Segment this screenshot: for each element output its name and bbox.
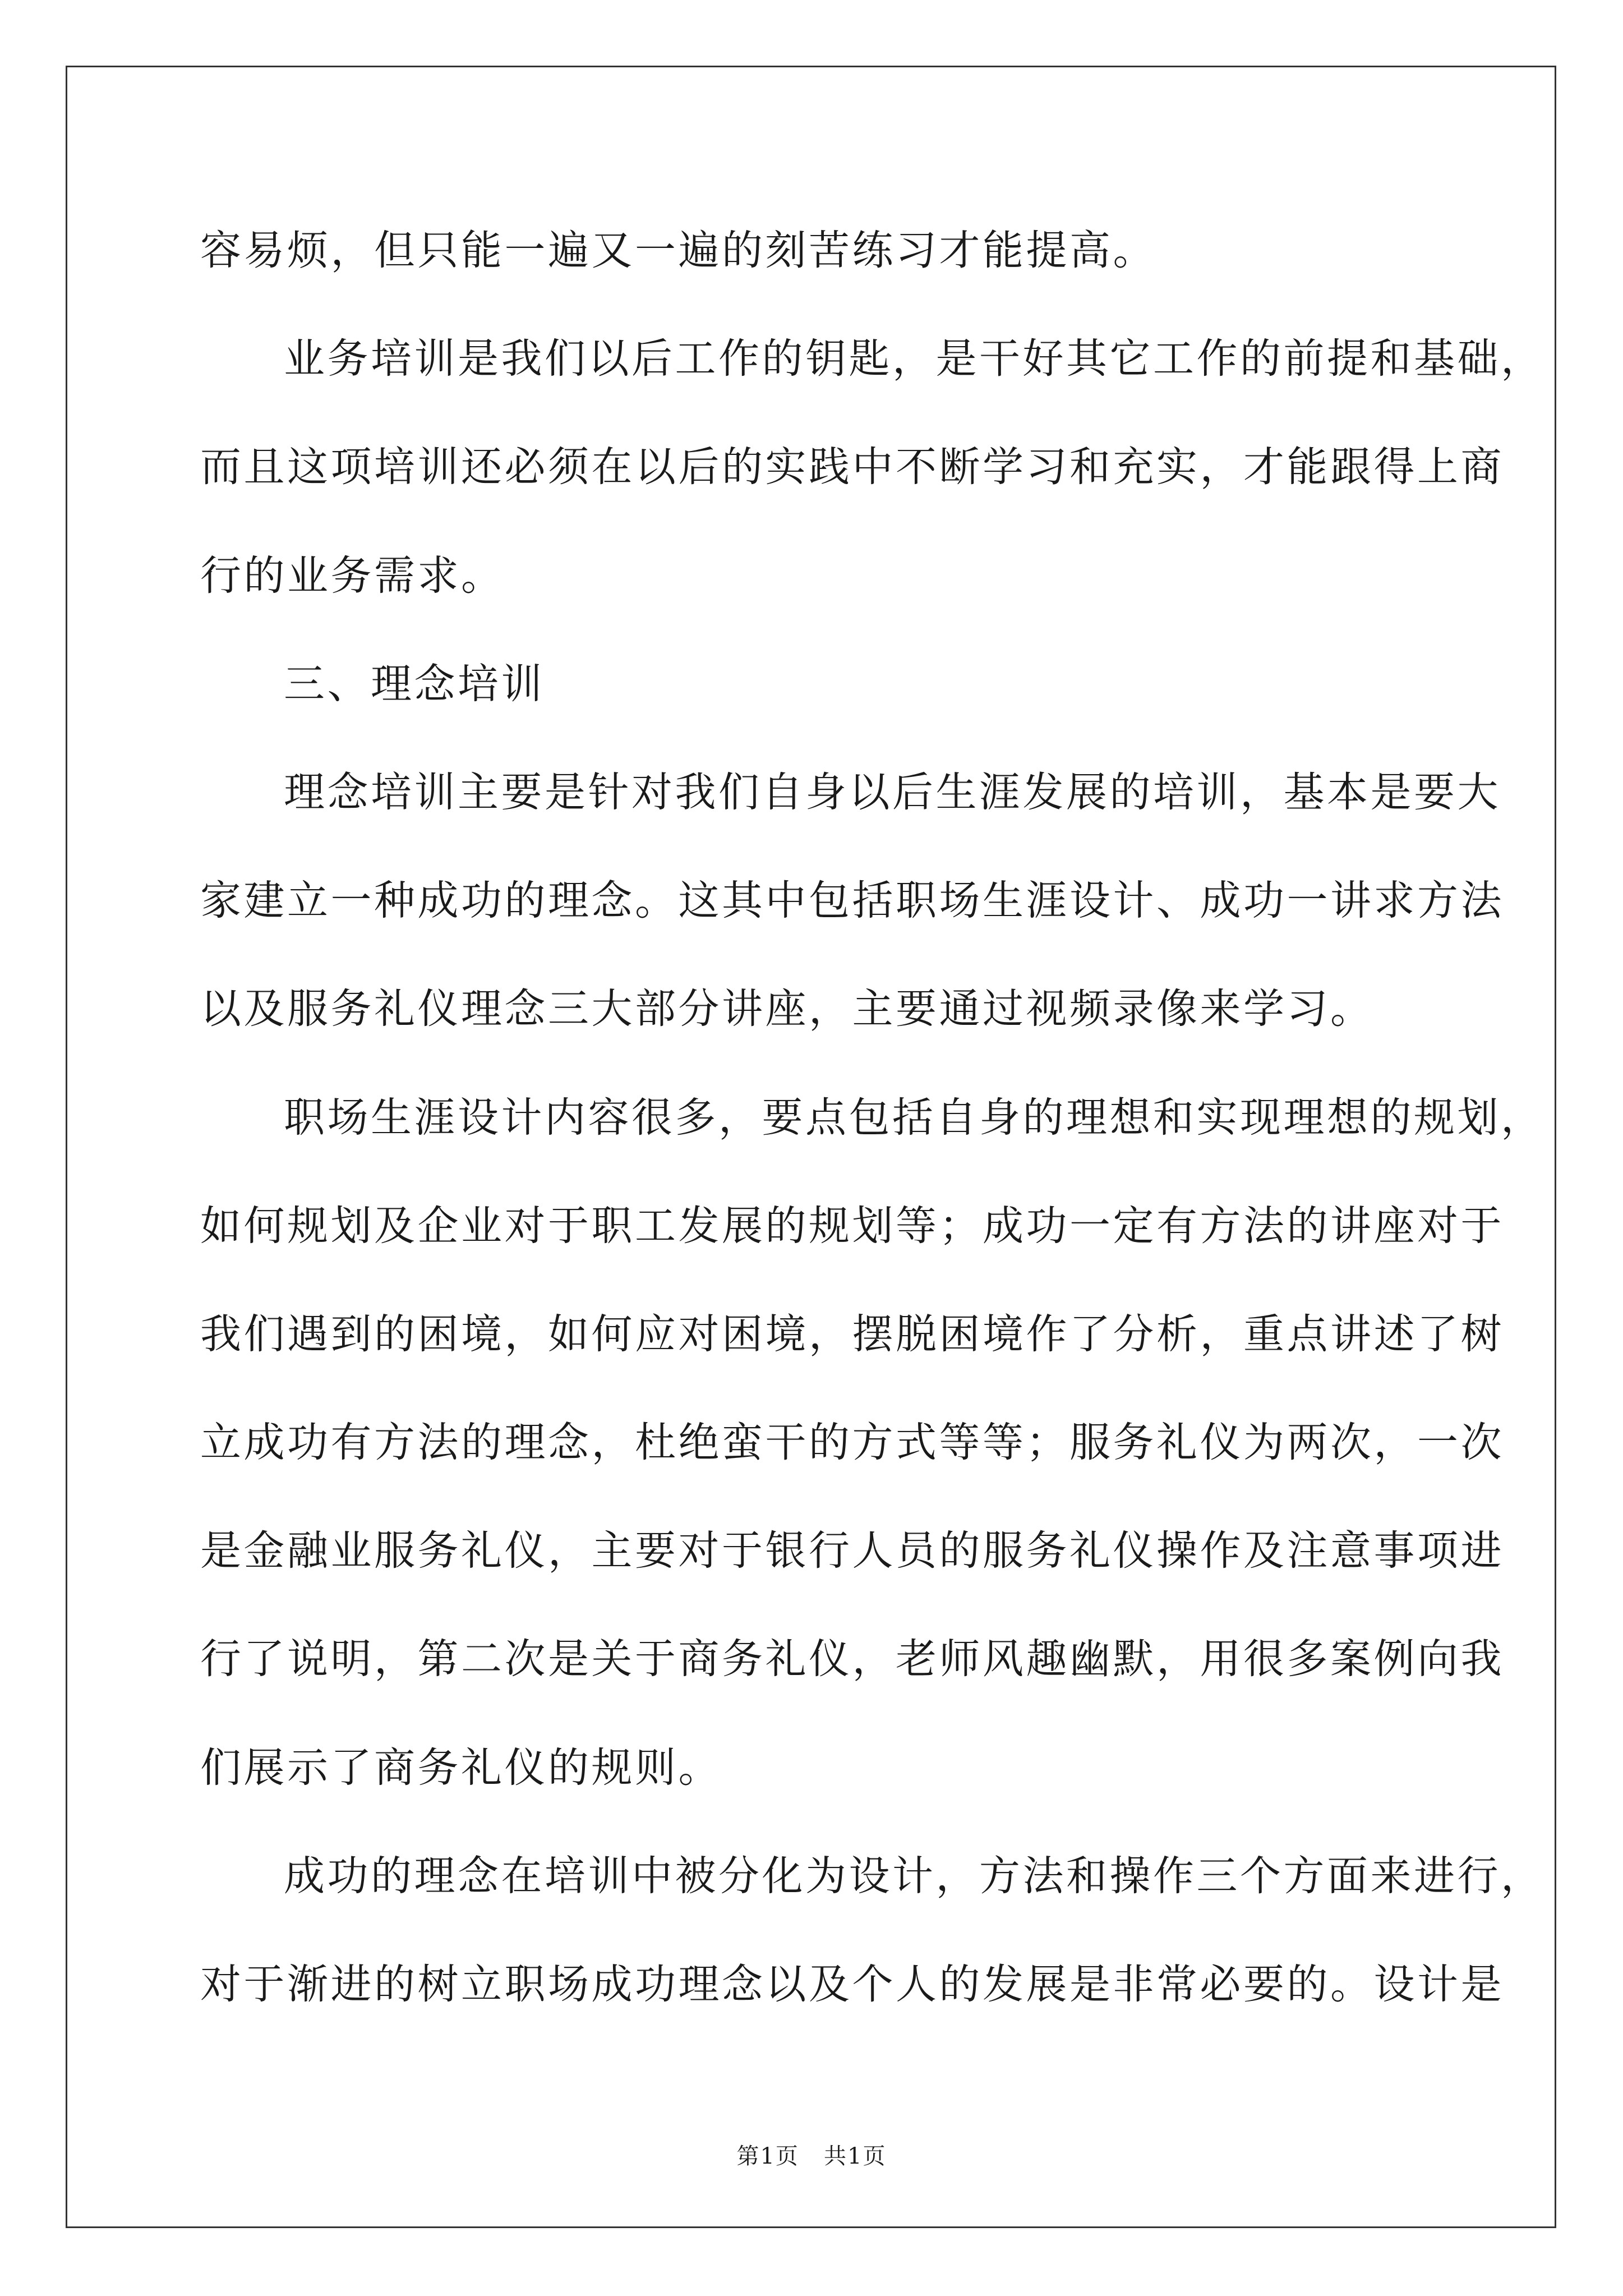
page-footer: 第1页 共1页 (736, 2143, 887, 2169)
body-text-line: 是金融业服务礼仪，主要对于银行人员的服务礼仪操作及注意事项进 (200, 1527, 1504, 1575)
body-text-line: 行了说明，第二次是关于商务礼仪，老师风趣幽默，用很多案例向我 (200, 1635, 1504, 1683)
body-text-line: 理念培训主要是针对我们自身以后生涯发展的培训，基本是要大 (284, 769, 1501, 816)
body-text-line: 家建立一种成功的理念。这其中包括职场生涯设计、成功一讲求方法 (200, 877, 1504, 924)
page-border (66, 66, 1556, 2228)
body-text-line: 职场生涯设计内容很多，要点包括自身的理想和实现理想的规划， (284, 1094, 1544, 1142)
body-text-line: 立成功有方法的理念，杜绝蛮干的方式等等；服务礼仪为两次，一次 (200, 1419, 1504, 1466)
body-text-line: 我们遇到的困境，如何应对困境，摆脱困境作了分析，重点讲述了树 (200, 1310, 1504, 1358)
section-heading: 三、理念培训 (284, 660, 545, 708)
body-text-line: 成功的理念在培训中被分化为设计，方法和操作三个方面来进行， (284, 1852, 1544, 1900)
body-text-line: 对于渐进的树立职场成功理念以及个人的发展是非常必要的。设计是 (200, 1961, 1504, 2008)
body-text-line: 以及服务礼仪理念三大部分讲座，主要通过视频录像来学习。 (200, 985, 1374, 1033)
body-text-line: 容易烦，但只能一遍又一遍的刻苦练习才能提高。 (200, 227, 1156, 274)
body-text-line: 行的业务需求。 (200, 552, 505, 600)
body-text-line: 业务培训是我们以后工作的钥匙，是干好其它工作的前提和基础， (284, 335, 1544, 383)
body-text-line: 们展示了商务礼仪的规则。 (200, 1744, 722, 1792)
body-text-line: 如何规划及企业对于职工发展的规划等；成功一定有方法的讲座对于 (200, 1202, 1504, 1250)
body-text-line: 而且这项培训还必须在以后的实践中不断学习和充实，才能跟得上商 (200, 443, 1504, 491)
